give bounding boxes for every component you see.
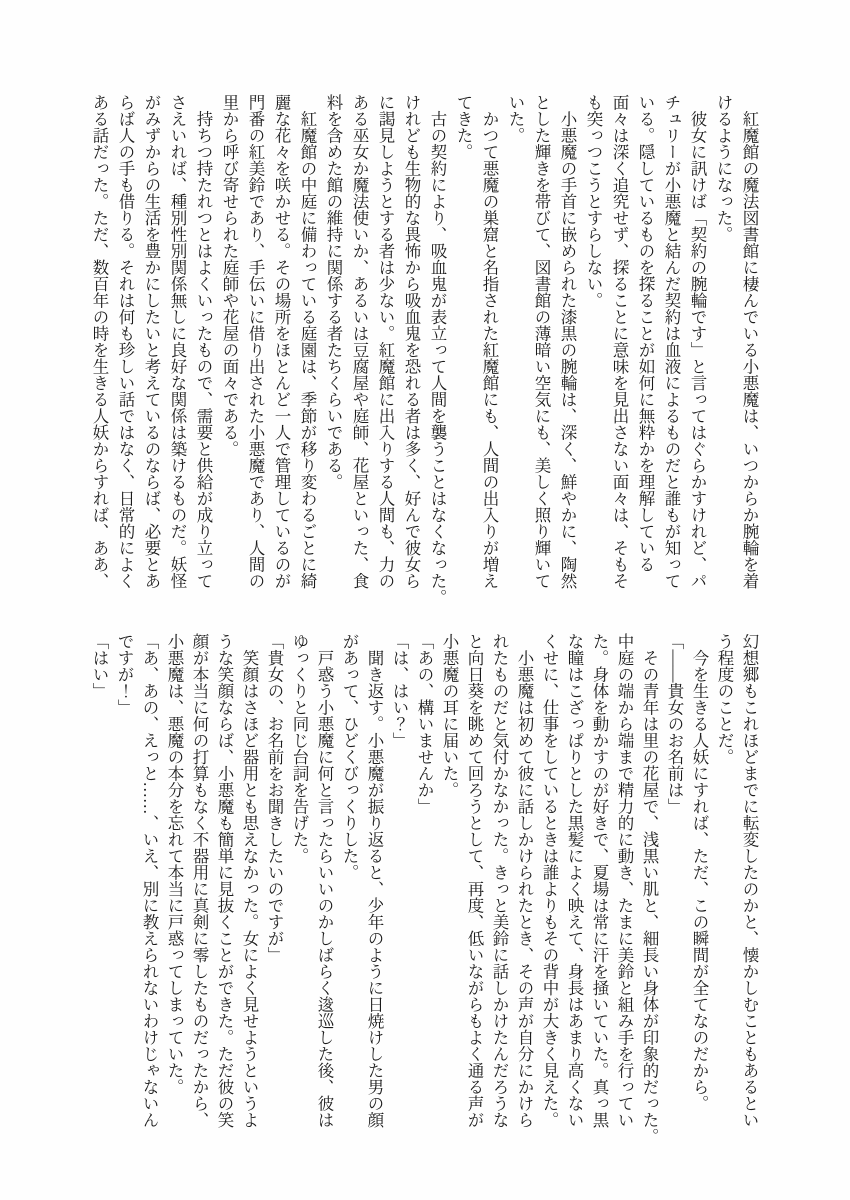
text-column: た。身体を動かすのが好きで、夏場は常に汗を掻いていた。真っ黒 [590, 633, 609, 1128]
text-column: う程度のことだ。 [715, 633, 734, 765]
text-column: 顔が本当に何の打算もなく不器用に真剣に零したものだったから、 [190, 633, 209, 1128]
text-column: いる。隠しているものを探ることが如何に無粋かを理解している [636, 94, 655, 573]
text-column: 「貴女の、お名前をお聞きしたいのですが」 [265, 633, 284, 963]
text-column: 中庭の端から端まで精力的に動き、たまに美鈴と組み手を行ってい [615, 633, 634, 1128]
text-column: けるようになった。 [714, 94, 733, 243]
text-column: 紅魔館の魔法図書館に棲んでいる小悪魔は、いつからか腕輪を着 [740, 94, 759, 589]
text-column: さえいれば、種別性別関係無しに良好な関係は築けるものだ。妖怪 [168, 94, 187, 589]
text-column: ゆっくりと同じ台詞を告げた。 [290, 633, 309, 864]
text-column: 「は、はい？」 [390, 633, 409, 749]
text-column: 面々は深く追究せず、探ることに意味を見出さない面々は、そもそ [610, 94, 629, 589]
text-column: 「――貴女のお名前は」 [665, 633, 684, 815]
text-column: 門番の紅美鈴であり、手伝いに借り出された小悪魔であり、人間の [246, 94, 265, 589]
text-column: 戸惑う小悪魔に何と言ったらいいのかしばらく逡巡した後、彼は [315, 633, 334, 1128]
text-column: 古の契約により、吸血鬼が表立って人間を襲うことはなくなった。 [428, 94, 447, 606]
text-column: 小悪魔の耳に届いた。 [440, 633, 459, 798]
text-column: チュリーが小悪魔と結んだ契約は血液によるものだと誰もが知って [662, 94, 681, 589]
text-column: と向日葵を眺めて回ろうとして、再度、低いながらもよく通る声が [465, 633, 484, 1128]
text-column: 聞き返す。小悪魔が振り返ると、少年のように日焼けした男の顔 [365, 633, 384, 1128]
text-column: うな笑顔ならば、小悪魔も簡単に見抜くことができた。ただ彼の笑 [215, 633, 234, 1128]
text-column: な瞳はこざっぱりとした黒髪によく映えて、身長はあまり高くない [565, 633, 584, 1128]
text-column: 紅魔館の中庭に備わっている庭園は、季節が移り変わるごとに綺 [298, 94, 317, 589]
text-column: に謁見しようとする者は少ない。紅魔館に出入りする人間も、力の [376, 94, 395, 589]
text-column: 小悪魔は、悪魔の本分を忘れて本当に戸惑ってしまっていた。 [165, 633, 184, 1095]
text-column: らば人の手も借りる。それは何も珍しい話ではなく、日常的によく [116, 94, 135, 589]
novel-text-block-bottom [87, 633, 762, 1145]
text-column: 持ちつ持たれつとはよくいったもので、需要と供給が成り立って [194, 94, 213, 589]
text-column: とした輝きを帯びて、図書館の薄暗い空気にも、美しく照り輝いて [532, 94, 551, 589]
novel-text-block-top [86, 94, 762, 606]
text-column: 笑顔はさほど器用とも思えなかった。女によく見せようというよ [240, 633, 259, 1128]
text-column: 今を生きる人妖にすれば、ただ、この瞬間が全てなのだから。 [690, 633, 709, 1112]
text-column: 「あ、あの、えっと……、いえ、別に教えられないわけじゃないん [140, 633, 159, 1128]
text-column: 幻想郷もこれほどまでに転変したのかと、懐かしむこともあるとい [740, 633, 759, 1128]
text-column: も突っつこうとすらしない。 [584, 94, 603, 309]
text-column: いた。 [506, 94, 525, 144]
text-column: てきた。 [454, 94, 473, 160]
text-column: 「あの、構いませんか」 [415, 633, 434, 815]
text-column: 麗な花々を咲かせる。その場所をほとんど一人で管理しているのが [272, 94, 291, 589]
text-column: 里から呼び寄せられた庭師や花屋の面々である。 [220, 94, 239, 457]
text-column: があって、ひどくびっくりした。 [340, 633, 359, 881]
text-column: 彼女に訊けば「契約の腕輪です」と言ってはぐらかすけれど、パ [688, 94, 707, 589]
text-column: その青年は里の花屋で、浅黒い肌と、細長い身体が印象的だった。 [640, 633, 659, 1145]
text-column: ある話だった。ただ、数百年の時を生きる人妖からすれば、ああ、 [90, 94, 109, 589]
text-column: 「はい」 [90, 633, 109, 699]
text-column: 小悪魔の手首に嵌められた漆黒の腕輪は、深く、鮮やかに、陶然 [558, 94, 577, 589]
text-column: くせに、仕事をしているときは誰よりもその背中が大きく見えた。 [540, 633, 559, 1128]
text-column: 料を含めた館の維持に関係する者たちくらいである。 [324, 94, 343, 490]
text-column: ですが！」 [115, 633, 134, 716]
text-column: ある巫女か魔法使いか、あるいは豆腐屋や庭師、花屋といった、食 [350, 94, 369, 589]
text-column: 小悪魔は初めて彼に話しかけられたとき、その声が自分にかけら [515, 633, 534, 1128]
text-column: けれども生物的な畏怖から吸血鬼を恐れる者は多く、好んで彼女ら [402, 94, 421, 589]
text-column: がみずからの生活を豊かにしたいと考えているのならば、必要とあ [142, 94, 161, 589]
text-column: れたものだと気付かなかった。きっと美鈴に話しかけたんだろうな [490, 633, 509, 1128]
text-column: かつて悪魔の巣窟と名指された紅魔館にも、人間の出入りが増え [480, 94, 499, 589]
